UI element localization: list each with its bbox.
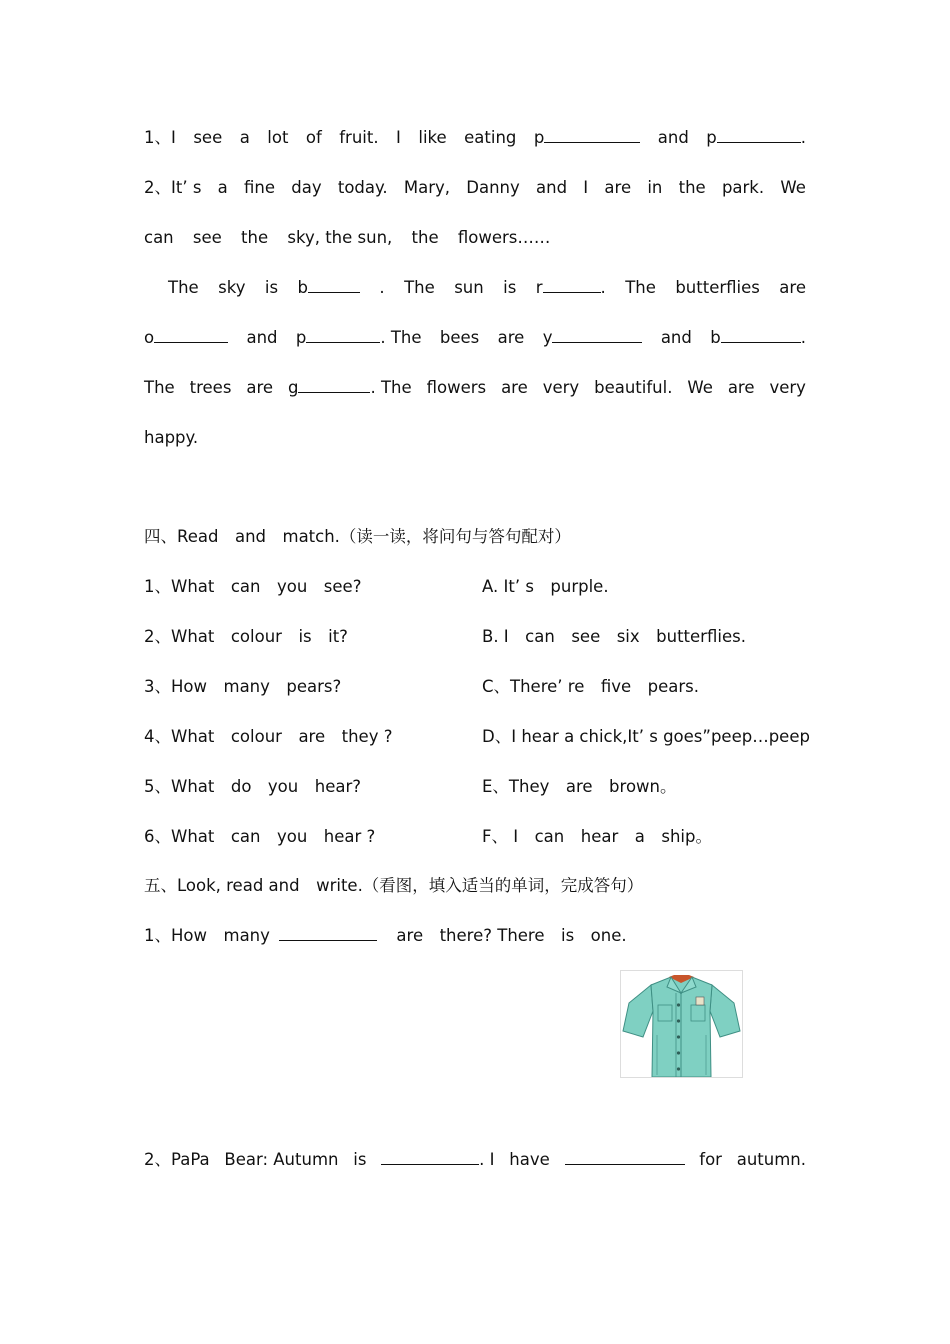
word: the: [411, 228, 439, 247]
punct: .: [379, 278, 385, 297]
word: a: [217, 178, 228, 197]
look-write-q1: [144, 924, 627, 948]
word: The: [168, 278, 199, 297]
word: are: [779, 278, 806, 297]
word: . I: [479, 1150, 495, 1169]
word: have: [509, 1150, 550, 1169]
match-question-4: 4、What colour are they ?: [144, 727, 393, 746]
word: for: [699, 1150, 722, 1169]
blank-letter: p: [533, 128, 545, 147]
match-answer-d: D、I hear a chick,It’ s goes”peep…peep: [482, 727, 810, 746]
blank-letter: y: [542, 328, 553, 347]
answer-blank[interactable]: [279, 924, 377, 941]
word: fruit.: [339, 128, 379, 147]
word: are: [501, 378, 528, 397]
blank-letter: g: [288, 378, 299, 397]
word: are: [246, 378, 274, 397]
blank-line: [381, 1148, 479, 1165]
word: is: [353, 1150, 367, 1169]
blank-line: [306, 326, 380, 343]
word: I: [396, 128, 401, 147]
word: beautiful.: [594, 378, 673, 397]
blank-letter: b: [710, 328, 721, 347]
blank-line: [544, 126, 640, 143]
question-text: 1、How many: [144, 926, 270, 945]
fill-q2-line6: happy.: [144, 428, 199, 447]
word: and: [660, 328, 692, 347]
word: The: [144, 378, 175, 397]
answer-blank[interactable]: [543, 326, 643, 350]
answer-blank[interactable]: [288, 376, 412, 400]
blank-line: [552, 326, 642, 343]
blank-line: [721, 326, 801, 343]
match-question-1: 1、What can you see?: [144, 577, 362, 596]
match-question-5: 5、What do you hear?: [144, 777, 361, 796]
blank-line: [543, 276, 601, 293]
section4-title: 四、Read and match.（读一读，将问句与答句配对）: [144, 527, 571, 546]
match-answer-c: C、There’ re five pears.: [482, 677, 700, 696]
word: . The: [380, 328, 422, 347]
blank-letter: p: [706, 128, 717, 147]
fill-q2-line3: [168, 276, 806, 300]
word: sky: [218, 278, 246, 297]
word: today.: [337, 178, 388, 197]
answer-blank[interactable]: [296, 326, 422, 350]
blank-letter: r: [535, 278, 543, 297]
blank-letter: b: [297, 278, 308, 297]
fill-q2-line2: [144, 226, 550, 250]
match-answer-b: B. I can see six butterflies.: [482, 627, 746, 646]
word: I: [583, 178, 589, 197]
word: see: [192, 228, 222, 247]
word: autumn.: [736, 1150, 806, 1169]
word: trees: [189, 378, 232, 397]
section5-title: 五、Look, read and write.（看图，填入适当的单词，完成答句）: [144, 876, 644, 895]
match-question-6: 6、What can you hear ?: [144, 827, 376, 846]
word: very: [542, 378, 580, 397]
word: day: [291, 178, 322, 197]
answer-blank[interactable]: [710, 326, 806, 350]
word: eating: [464, 128, 517, 147]
word: park.: [721, 178, 765, 197]
word: fine: [244, 178, 276, 197]
word: and: [657, 128, 689, 147]
word: a: [239, 128, 250, 147]
q1-number: 1、I: [144, 128, 176, 147]
blank-line: [308, 276, 360, 293]
match-answer-e: E、They are brown。: [482, 777, 677, 796]
blank-letter: o: [144, 328, 155, 347]
blank-letter: p: [295, 328, 307, 347]
fill-q1: [144, 126, 806, 150]
answer-blank[interactable]: [706, 126, 806, 150]
match-answer-a: A. It’ s purple.: [482, 577, 609, 596]
blank-line: [717, 126, 801, 143]
answer-blank[interactable]: [381, 1148, 494, 1172]
answer-blank[interactable]: [565, 1148, 685, 1165]
question-text: are there? There is one.: [396, 926, 627, 945]
word: like: [418, 128, 447, 147]
word: We: [780, 178, 806, 197]
word: are: [727, 378, 755, 397]
fill-q2-line5: [144, 376, 806, 400]
blank-line: [154, 326, 228, 343]
word: can: [144, 228, 174, 247]
word: the: [678, 178, 706, 197]
word: flowers: [426, 378, 487, 397]
match-question-2: 2、What colour is it?: [144, 627, 348, 646]
word: of: [305, 128, 322, 147]
punct: .: [800, 328, 806, 347]
shirt-icon: [621, 971, 742, 1077]
word: lot: [267, 128, 289, 147]
word: are: [497, 328, 525, 347]
word: is: [264, 278, 279, 297]
word: see: [193, 128, 223, 147]
word: Bear: Autumn: [224, 1150, 339, 1169]
match-question-3: 3、How many pears?: [144, 677, 342, 696]
look-write-q2: [144, 1148, 806, 1172]
punct: .: [800, 128, 806, 147]
word: butterflies: [675, 278, 760, 297]
word: 2、PaPa: [144, 1150, 210, 1169]
word: very: [769, 378, 806, 397]
answer-blank[interactable]: [144, 326, 228, 350]
fill-q2-line1: [144, 176, 806, 200]
blank-line: [298, 376, 370, 393]
punct: .: [600, 278, 606, 297]
word: flowers……: [457, 228, 551, 247]
word: sky, the sun,: [287, 228, 393, 247]
word: Mary,: [403, 178, 451, 197]
answer-blank[interactable]: [536, 276, 606, 300]
word: in: [647, 178, 663, 197]
word: The: [404, 278, 435, 297]
word: bees: [439, 328, 480, 347]
word: the: [241, 228, 269, 247]
match-answer-f: F、 I can hear a ship。: [482, 827, 712, 846]
fill-q2-line4: [144, 326, 806, 350]
answer-blank[interactable]: [534, 126, 640, 150]
word: We: [687, 378, 713, 397]
shirt-picture: [620, 970, 743, 1078]
word: sun: [454, 278, 484, 297]
word: and: [536, 178, 568, 197]
word: are: [604, 178, 632, 197]
word: is: [503, 278, 517, 297]
word: and: [246, 328, 278, 347]
word: The: [625, 278, 656, 297]
answer-blank[interactable]: [297, 276, 359, 300]
word: 2、It’ s: [144, 178, 202, 197]
word: Danny: [466, 178, 520, 197]
word: . The: [370, 378, 412, 397]
